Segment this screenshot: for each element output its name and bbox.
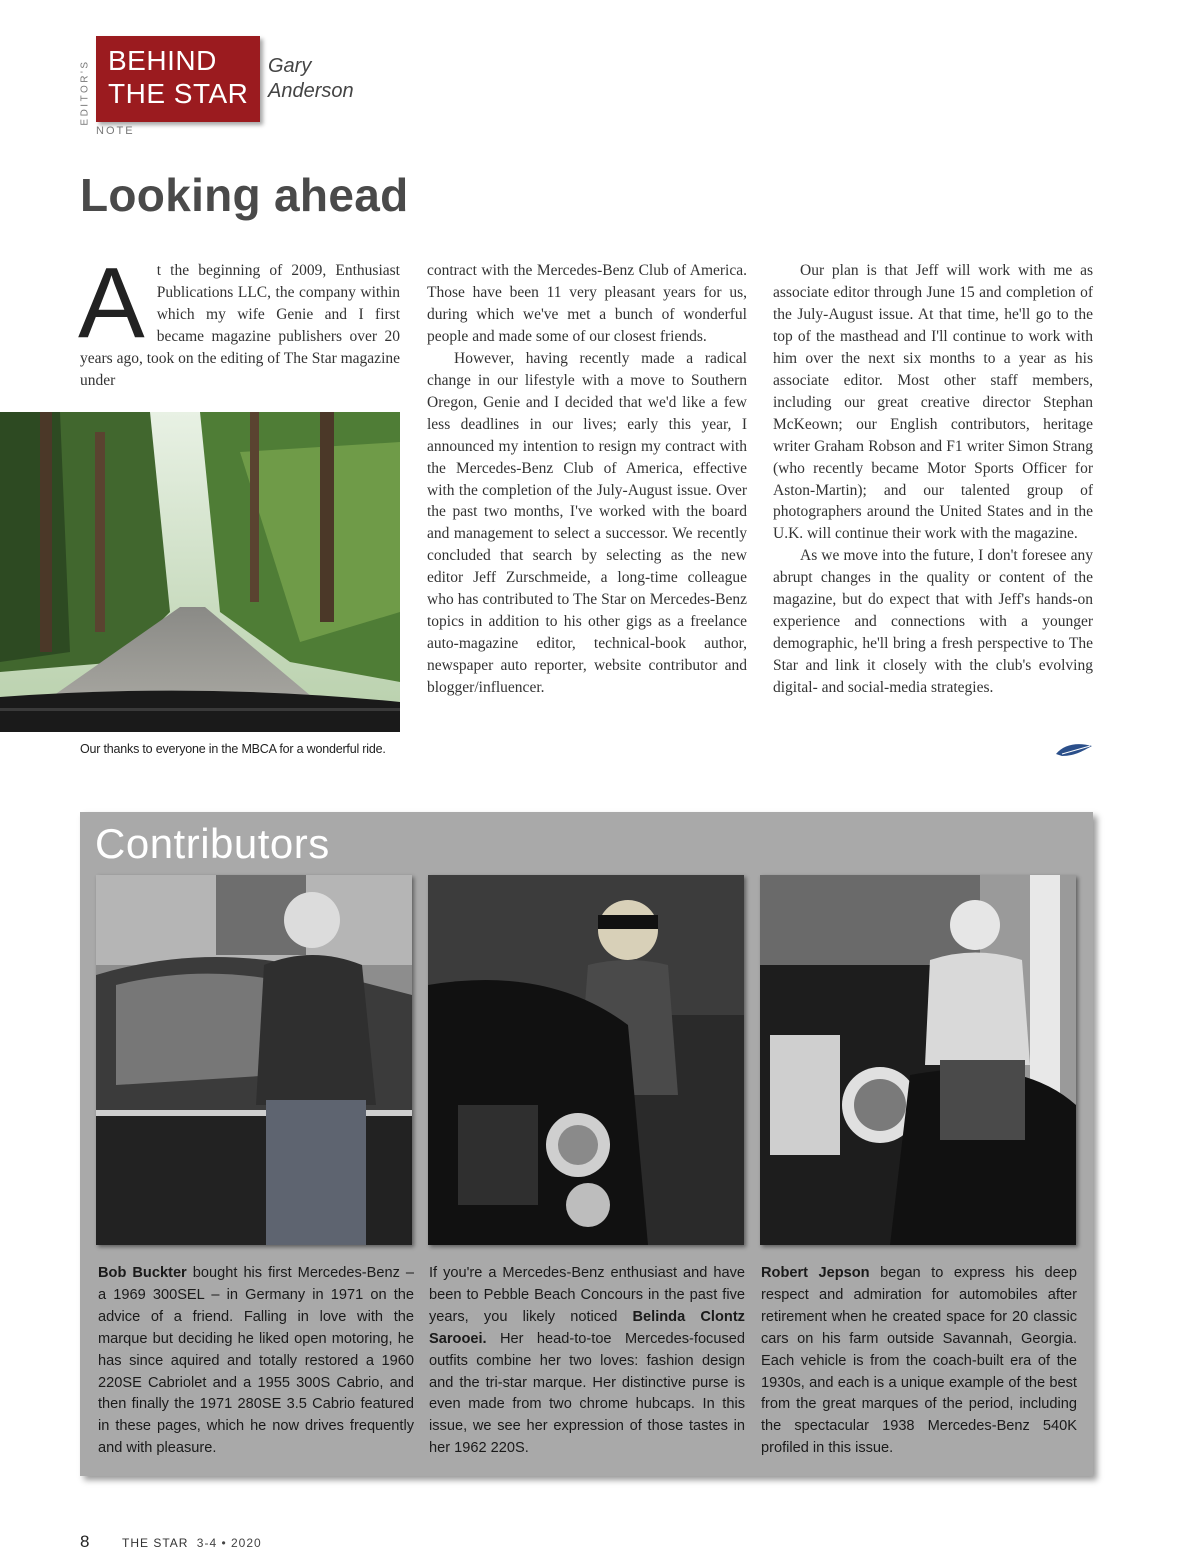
photo-caption: Our thanks to everyone in the MBCA for a wonderful ride. xyxy=(80,742,386,756)
contributor-bio-belinda-clontz-sarooei xyxy=(429,1263,745,1460)
note-label: NOTE xyxy=(96,125,135,137)
article-paragraph: As we move into the future, I don't foresee any abrupt changes in the quality or content of the magazine, but do expect that with Jeff's hands-on experience and connections with a younger demographic, he'll bring a fresh perspective to The Star and link it closely with the club's evolving digital- and social-media strategies. xyxy=(773,547,1093,697)
article-paragraph: However, having recently made a radical change in our lifestyle with a move to Southern Oregon, Genie and I decided that we'd like a few less deadlines in our lives; early this year, I announced my intention to resign my contract with the Mercedes-Benz Club of America, effective with the completion of the July-August issue. Over the past two months, I've worked with the board and management to select a successor. We recently concluded that search by selecting as the new editor Jeff Zurschmeide, a long-time colleague who has contributed to The Star on Mercedes-Benz topics in addition to his other gigs as a freelance auto-magazine editor, technical-book author, newspaper auto reporter, website contributor and blogger/influencer. xyxy=(427,349,747,697)
end-of-article-icon xyxy=(1054,740,1094,760)
page-number: 8 xyxy=(80,1532,90,1551)
author-first-name: Gary xyxy=(268,55,312,77)
contributor-name: Belinda Clontz Sarooei. xyxy=(429,1308,745,1347)
contributors-panel xyxy=(80,812,1093,1476)
contributor-bio-text: If you're a Mercedes-Benz enthusiast and have been to Pebble Beach Concours in the past five years, you likely noticed xyxy=(429,1265,745,1325)
author-last-name: Anderson xyxy=(268,80,354,102)
contributor-name: Bob Buckter xyxy=(98,1265,187,1281)
article-paragraph: t the beginning of 2009, Enthusiast Publications LLC, the company within which my wife Genie and I first became magazine publishers over 20 years ago, took on the editing of The Star magazine under xyxy=(80,262,400,389)
behind-the-star-logo xyxy=(96,36,260,122)
drop-cap: A xyxy=(78,247,145,359)
footer-publication xyxy=(122,1536,262,1550)
article-column-2 xyxy=(427,260,747,699)
contributor-photo-belinda-clontz-sarooei xyxy=(428,875,744,1245)
logo-line-2: THE STAR xyxy=(108,78,249,109)
article-paragraph: contract with the Mercedes-Benz Club of America. Those have been 11 very pleasant years for us, during which we've met a bunch of wonderful people and made some of our closest friends. xyxy=(427,262,747,345)
contributor-photo-robert-jepson xyxy=(760,875,1076,1245)
article-paragraph: Our plan is that Jeff will work with me as associate editor through June 15 and completion of the July-August issue. At that time, he'll go to the top of the masthead and I'll continue to work with him over the next six months to a year as his associate editor. Most other staff members, including our great creative director Stephan McKeown; our English contributors, heritage writer Graham Robson and F1 writer Simon Strang (who recently became Motor Sports Officer for Aston-Martin); and our talented group of photographers around the United States and in the U.K. will continue their work with the magazine. xyxy=(773,262,1093,543)
editors-label: EDITOR'S xyxy=(79,58,91,126)
logo-line-1: BEHIND xyxy=(108,45,217,76)
road-illustration xyxy=(0,412,400,732)
contributor-bio-text: began to express his deep respect and admiration for automobiles after retirement when he created space for 20 classic cars on his farm outside Savannah, Georgia. Each vehicle is from the coach-built era of the 1930s, and each is a unique example of the best from the great marques of the period, including the spectacular 1938 Mercedes-Benz 540K profiled in this issue. xyxy=(761,1265,1078,1457)
contributor-bio-robert-jepson xyxy=(761,1263,1077,1460)
contributor-name: Robert Jepson xyxy=(761,1265,870,1281)
road-photo xyxy=(0,412,400,732)
article-column-3 xyxy=(773,260,1093,699)
contributors-title: Contributors xyxy=(95,820,330,867)
contributor-photo-bob-buckter xyxy=(96,875,412,1245)
contributor-bio-bob-buckter xyxy=(98,1263,414,1460)
page-title: Looking ahead xyxy=(80,169,409,221)
publication-name: THE STAR xyxy=(122,1536,189,1550)
author-byline xyxy=(268,54,354,104)
article-column-1 xyxy=(78,247,400,392)
contributor-bio-text: Her head-to-toe Mercedes-focused outfits combine her two loves: fashion design and the tri-star marque. Her distinctive purse is even made from two chrome hubcaps. In this issue, we see her expression of those tastes in her 1962 220S. xyxy=(429,1330,745,1457)
issue-date: 3-4 • 2020 xyxy=(196,1536,262,1550)
contributor-bio-text: bought his first Mercedes-Benz – a 1969 300SEL – in Germany in 1971 on the advice of a friend. Falling in love with the marque but deciding he liked open motoring, he has since aquired and totally restored a 1960 220SE Cabriolet and a 1955 300S Cabrio, and then finally the 1971 280SE 3.5 Cabrio featured in these pages, which he now drives frequently and with pleasure. xyxy=(98,1265,415,1457)
